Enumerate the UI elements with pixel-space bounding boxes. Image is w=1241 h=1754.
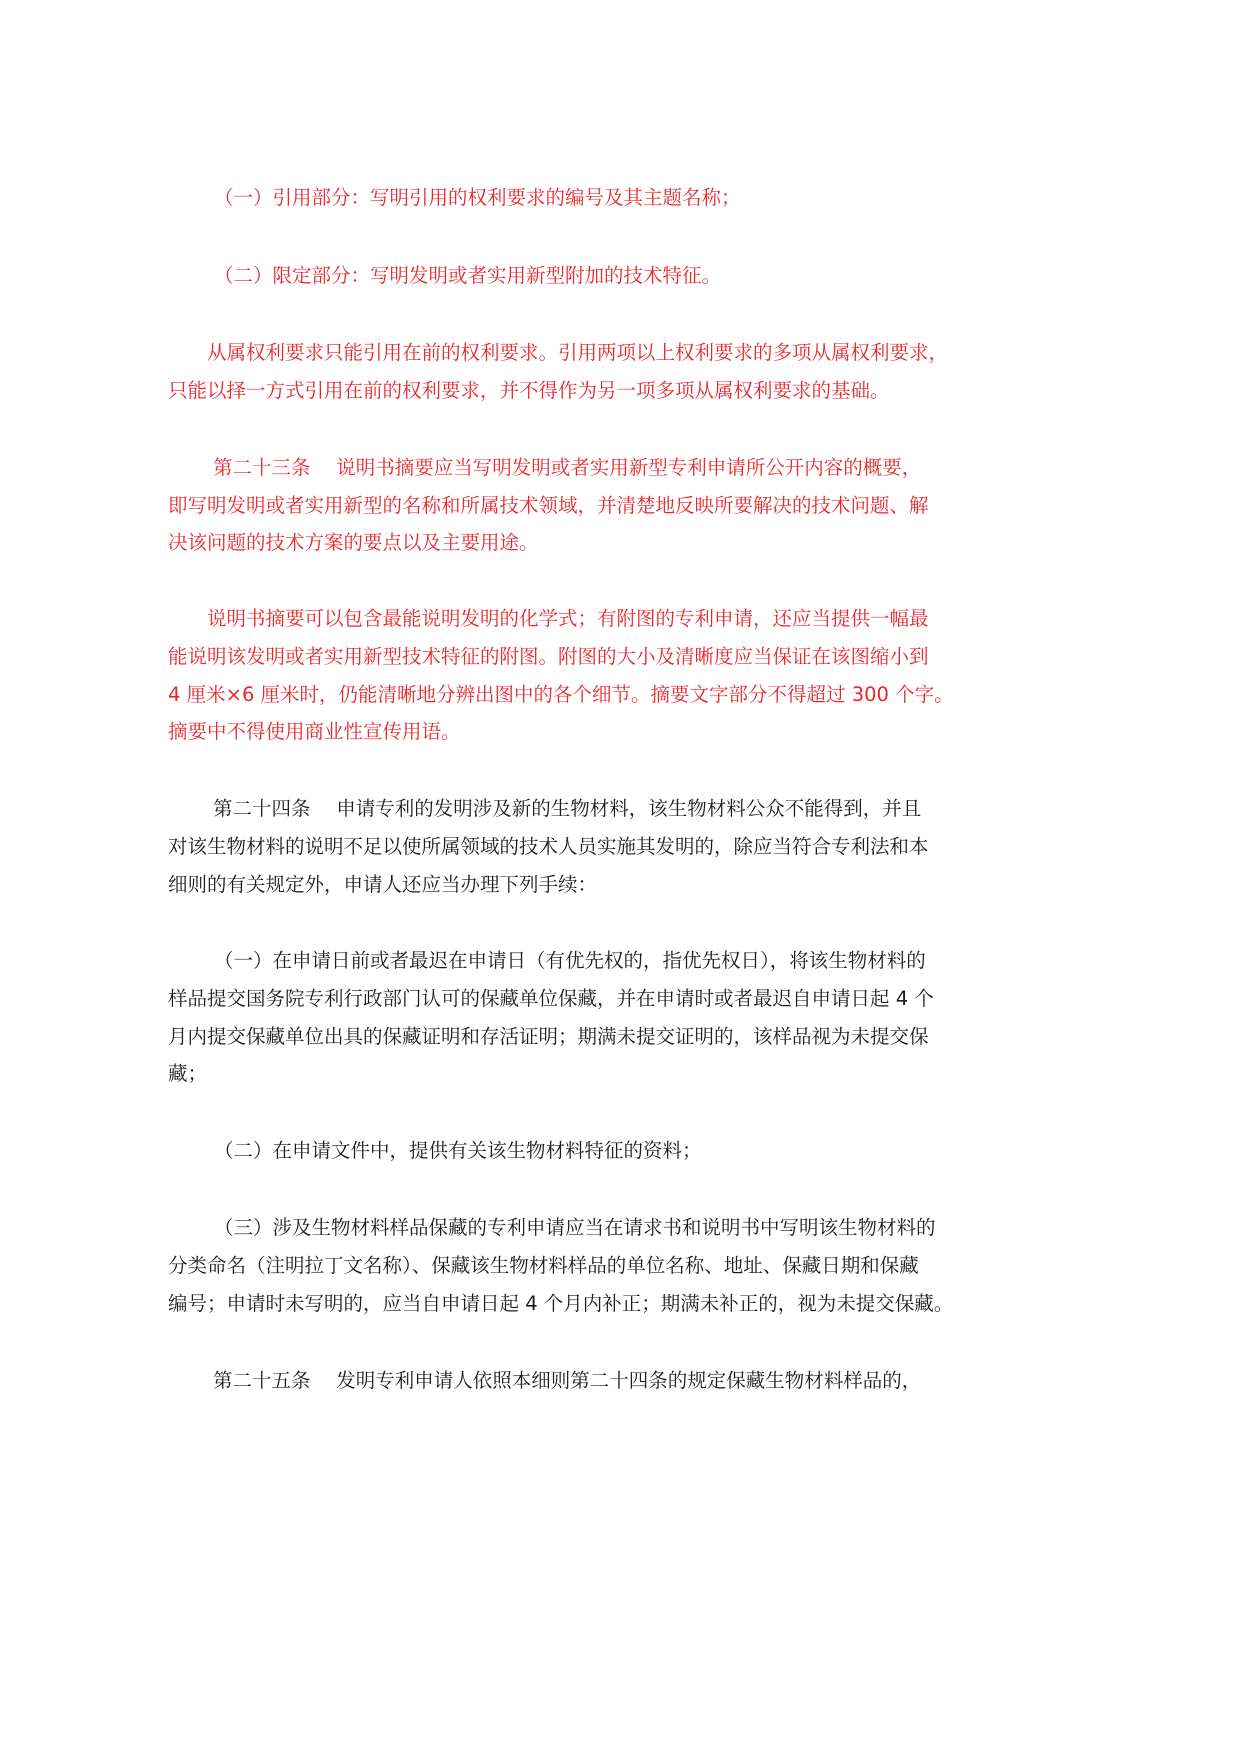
article-heading-line: 第二十五条 发明专利申请人依照本细则第二十四条的规定保藏生物材料样品的， [213,1369,922,1392]
paragraph-line: 对该生物材料的说明不足以使所属领域的技术人员实施其发明的，除应当符合专利法和本 [168,835,929,858]
article-heading-line: 第二十三条 说明书摘要应当写明发明或者实用新型专利申请所公开内容的概要， [213,456,922,479]
paragraph-line: 从属权利要求只能引用在前的权利要求。引用两项以上权利要求的多项从属权利要求， [207,341,949,364]
paragraph-line: 能说明该发明或者实用新型技术特征的附图。附图的大小及清晰度应当保证在该图缩小到 [168,645,929,668]
paragraph-line: 4 厘米×6 厘米时，仍能清晰地分辨出图中的各个细节。摘要文字部分不得超过 300 个字。 [168,683,954,706]
paragraph-line: 决该问题的技术方案的要点以及主要用途。 [168,531,539,554]
list-item-line: （一）在申请日前或者最迟在申请日（有优先权的，指优先权日），将该生物材料的 [214,949,926,972]
paragraph-line: （一）引用部分：写明引用的权利要求的编号及其主题名称； [214,186,741,209]
paragraph-line: 说明书摘要可以包含最能说明发明的化学式；有附图的专利申请，还应当提供一幅最 [207,607,929,630]
paragraph-line: （二）限定部分：写明发明或者实用新型附加的技术特征。 [214,264,722,287]
paragraph-line: 即写明发明或者实用新型的名称和所属技术领域，并清楚地反映所要解决的技术问题、解 [168,494,929,517]
list-item-line: （二）在申请文件中，提供有关该生物材料特征的资料； [214,1139,702,1162]
list-item-line: （三）涉及生物材料样品保藏的专利申请应当在请求书和说明书中写明该生物材料的 [214,1216,936,1239]
list-item-line: 样品提交国务院专利行政部门认可的保藏单位保藏，并在申请时或者最迟自申请日起 4 个 [168,987,934,1010]
paragraph-line: 摘要中不得使用商业性宣传用语。 [168,720,461,743]
list-item-line: 月内提交保藏单位出具的保藏证明和存活证明；期满未提交证明的，该样品视为未提交保 [168,1025,929,1048]
list-item-line: 编号；申请时未写明的，应当自申请日起 4 个月内补正；期满未补正的，视为未提交保藏。 [168,1292,954,1315]
list-item-line: 分类命名（注明拉丁文名称）、保藏该生物材料样品的单位名称、地址、保藏日期和保藏 [168,1254,919,1277]
article-heading-line: 第二十四条 申请专利的发明涉及新的生物材料，该生物材料公众不能得到，并且 [213,797,922,820]
list-item-line: 藏； [168,1062,208,1085]
paragraph-line: 细则的有关规定外，申请人还应当办理下列手续： [168,873,598,896]
paragraph-line: 只能以择一方式引用在前的权利要求，并不得作为另一项多项从属权利要求的基础。 [168,379,890,402]
